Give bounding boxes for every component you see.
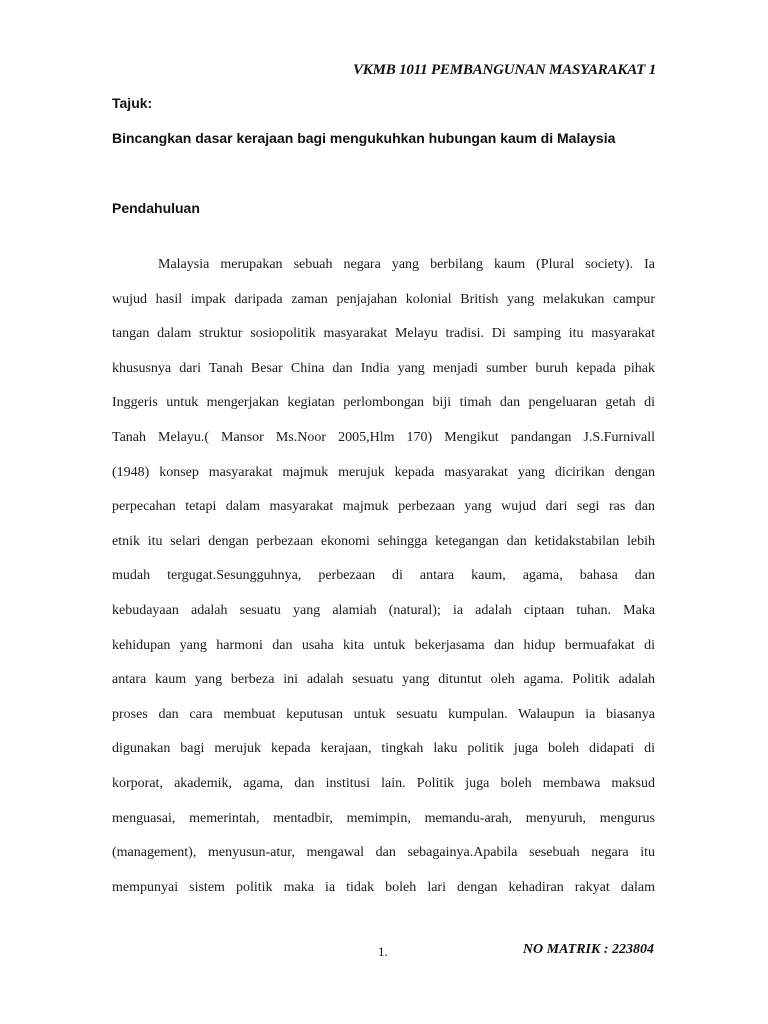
matrik-number: NO MATRIK : 223804 bbox=[522, 942, 654, 957]
body-line: proses dan cara membuat keputusan untuk sesuatu kumpulan. Walaupun ia biasanya bbox=[112, 706, 655, 722]
body-line: Malaysia merupakan sebuah negara yang berbilang kaum (Plural society). Ia bbox=[158, 257, 655, 272]
body-line: etnik itu selari dengan perbezaan ekonomi sehingga ketegangan dan ketidakstabilan lebih bbox=[112, 533, 655, 549]
body-line: khususnya dari Tanah Besar China dan India yang menjadi sumber buruh kepada pihak bbox=[112, 360, 655, 376]
body-line: Tanah Melayu.( Mansor Ms.Noor 2005,Hlm 170) Mengikut pandangan J.S.Furnivall bbox=[112, 429, 655, 445]
body-line: (1948) konsep masyarakat majmuk merujuk kepada masyarakat yang dicirikan dengan bbox=[112, 464, 655, 480]
essay-title: Bincangkan dasar kerajaan bagi mengukuhkan hubungan kaum di Malaysia bbox=[112, 130, 616, 146]
body-line: mudah tergugat.Sesungguhnya, perbezaan di antara kaum, agama, bahasa dan bbox=[112, 568, 655, 584]
course-header: VKMB 1011 PEMBANGUNAN MASYARAKAT 1 bbox=[353, 62, 656, 78]
body-line: korporat, akademik, agama, dan institusi lain. Politik juga boleh membawa maksud bbox=[112, 775, 655, 791]
body-line: tangan dalam struktur sosiopolitik masyarakat Melayu tradisi. Di samping itu masyarakat bbox=[112, 326, 655, 342]
body-line: digunakan bagi merujuk kepada kerajaan, tingkah laku politik juga boleh didapati di bbox=[112, 741, 655, 757]
body-paragraph bbox=[112, 251, 655, 908]
section-heading: Pendahuluan bbox=[112, 200, 200, 216]
body-line: antara kaum yang berbeza ini adalah sesuatu yang dituntut oleh agama. Politik adalah bbox=[112, 672, 655, 688]
body-line: menguasai, memerintah, mentadbir, memimpin, memandu-arah, menyuruh, mengurus bbox=[112, 810, 655, 826]
body-line: kehidupan yang harmoni dan usaha kita untuk bekerjasama dan hidup bermuafakat di bbox=[112, 637, 655, 653]
tajuk-label: Tajuk: bbox=[112, 95, 153, 111]
body-line: perpecahan tetapi dalam masyarakat majmuk perbezaan yang wujud dari segi ras dan bbox=[112, 499, 655, 515]
body-line: Inggeris untuk mengerjakan kegiatan perlombongan biji timah dan pengeluaran getah di bbox=[112, 395, 655, 411]
body-line: kebudayaan adalah sesuatu yang alamiah (natural); ia adalah ciptaan tuhan. Maka bbox=[112, 602, 655, 618]
page-number: 1. bbox=[378, 944, 388, 959]
body-line: mempunyai sistem politik maka ia tidak boleh lari dengan kehadiran rakyat dalam bbox=[112, 879, 655, 895]
body-line: wujud hasil impak daripada zaman penjajahan kolonial British yang melakukan campur bbox=[112, 291, 655, 307]
body-line: (management), menyusun-atur, mengawal dan sebagainya.Apabila sesebuah negara itu bbox=[112, 845, 655, 861]
